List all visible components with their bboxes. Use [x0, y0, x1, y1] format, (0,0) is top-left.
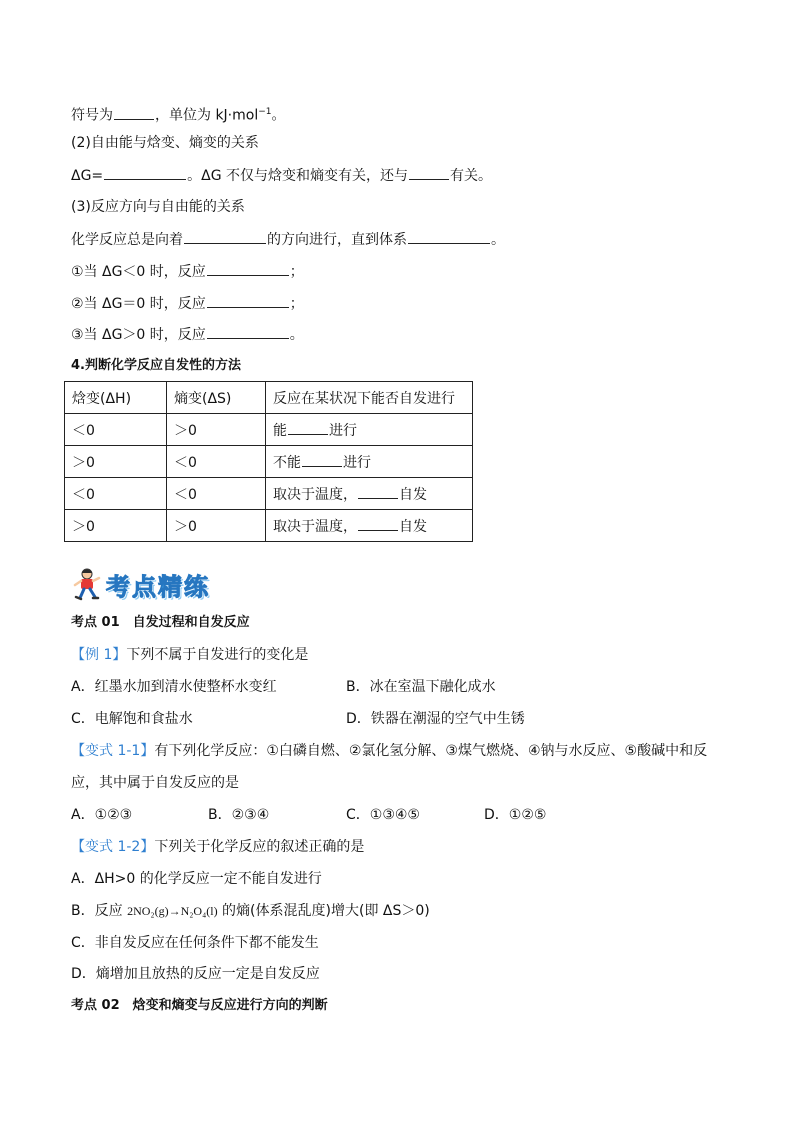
cell-result: [266, 510, 473, 542]
text: 的熵(体系混乱度)增大(即 ΔS＞0): [217, 903, 430, 919]
text: 。ΔG 不仅与焓变和熵变有关，还与: [187, 168, 409, 184]
variant-tag: 【变式 1-2】: [71, 839, 155, 855]
option-a[interactable]: A．①②③: [71, 807, 133, 823]
fill-blank[interactable]: [409, 165, 449, 180]
unit-line: [71, 102, 286, 126]
cell-entropy: ＜0: [167, 446, 266, 478]
fill-blank[interactable]: [408, 229, 490, 244]
option-d[interactable]: D．熵增加且放热的反应一定是自发反应: [71, 966, 320, 982]
fill-blank[interactable]: [302, 452, 342, 467]
cell-result: [266, 414, 473, 446]
cell-enthalpy: ＞0: [65, 510, 167, 542]
fill-blank[interactable]: [104, 165, 186, 180]
cell-entropy: ＞0: [167, 414, 266, 446]
question-text: 下列不属于自发进行的变化是: [126, 647, 309, 663]
text: ΔG=: [71, 168, 104, 184]
option-b[interactable]: B．冰在室温下融化成水: [346, 679, 496, 695]
cell-enthalpy: ＜0: [65, 414, 167, 446]
condition-3: [71, 324, 304, 345]
table-row: [65, 414, 473, 446]
text: 。: [289, 327, 304, 343]
option-c[interactable]: C．非自发反应在任何条件下都不能发生: [71, 935, 319, 951]
fill-blank[interactable]: [358, 484, 398, 499]
text: 能: [273, 422, 287, 439]
condition-2: [71, 293, 304, 314]
option-b[interactable]: B．②③④: [208, 807, 270, 823]
text: 取决于温度，: [273, 486, 357, 503]
option-d[interactable]: D．铁器在潮湿的空气中生锈: [346, 711, 525, 727]
kaodian-02-title: 考点 02 焓变和熵变与反应进行方向的判断: [71, 998, 328, 1013]
text: ②当 ΔG＝0 时，反应: [71, 296, 206, 312]
table-row: [65, 510, 473, 542]
text: 化学反应总是向着: [71, 232, 183, 248]
fill-blank[interactable]: [207, 261, 289, 276]
fill-blank[interactable]: [288, 420, 328, 435]
fill-blank[interactable]: [207, 293, 289, 308]
option-c[interactable]: C．①③④⑤: [346, 807, 420, 823]
question-text: 下列关于化学反应的叙述正确的是: [154, 839, 365, 855]
text: ；: [289, 264, 304, 280]
superscript: −1: [258, 107, 272, 117]
cell-entropy: ＜0: [167, 478, 266, 510]
text: 。: [491, 232, 505, 248]
text: 自发: [399, 518, 427, 535]
text: ；: [289, 296, 304, 312]
text: 符号为: [71, 107, 113, 124]
example-tag: 【例 1】: [71, 647, 127, 663]
text: 的方向进行，直到体系: [267, 232, 407, 248]
text: 有关。: [450, 168, 493, 184]
fill-blank[interactable]: [207, 324, 289, 339]
text: B．反应: [71, 903, 128, 919]
cell-enthalpy: ＞0: [65, 446, 167, 478]
text: 取决于温度，: [273, 518, 357, 535]
header-entropy: 熵变(ΔS): [167, 382, 266, 414]
variant-tag: 【变式 1-1】: [71, 743, 155, 759]
cell-result: [266, 478, 473, 510]
runner-icon: [72, 567, 102, 601]
text: ③当 ΔG＞0 时，反应: [71, 327, 206, 343]
spontaneity-table: [64, 381, 473, 542]
text: 自发: [399, 486, 427, 503]
text: 。: [271, 107, 286, 124]
option-a[interactable]: A．红墨水加到清水使整杯水变红: [71, 679, 277, 695]
fill-blank[interactable]: [358, 516, 398, 531]
text: ①当 ΔG＜0 时，反应: [71, 264, 206, 280]
direction-line: [71, 229, 505, 250]
example-1-question: [71, 645, 308, 665]
text: 进行: [329, 422, 357, 439]
subheading-2: (2)自由能与焓变、熵变的关系: [71, 135, 259, 151]
cell-result: [266, 446, 473, 478]
reaction-equation: 2NO₂(g)→N₂O₄(l): [127, 904, 218, 918]
banner-title: 考点精练: [106, 572, 210, 601]
cell-enthalpy: ＜0: [65, 478, 167, 510]
fill-blank[interactable]: [184, 229, 266, 244]
cell-entropy: ＞0: [167, 510, 266, 542]
text: ，单位为 kJ·mol: [155, 107, 259, 124]
table-header-row: [65, 382, 473, 414]
text: 不能: [273, 454, 301, 471]
header-enthalpy: 焓变(ΔH): [65, 382, 167, 414]
section-4-title: 4.判断化学反应自发性的方法: [71, 358, 241, 373]
option-b[interactable]: [71, 901, 430, 921]
option-c[interactable]: C．电解饱和食盐水: [71, 711, 193, 727]
subheading-3: (3)反应方向与自由能的关系: [71, 199, 245, 215]
header-result: 反应在某状况下能否自发进行: [266, 382, 473, 414]
table-row: [65, 446, 473, 478]
option-d[interactable]: D．①②⑤: [484, 807, 547, 823]
table-row: [65, 478, 473, 510]
variant-1-1-question: [71, 741, 707, 761]
question-text: 有下列化学反应：①白磷自燃、②氯化氢分解、③煤气燃烧、④钠与水反应、⑤酸碱中和反: [154, 743, 708, 759]
fill-blank[interactable]: [114, 105, 154, 120]
kaodian-01-title: 考点 01 自发过程和自发反应: [71, 615, 250, 630]
variant-1-1-question-cont: 应，其中属于自发反应的是: [71, 775, 239, 791]
gibbs-line: [71, 165, 492, 186]
condition-1: [71, 261, 304, 282]
variant-1-2-question: [71, 837, 364, 857]
text: 进行: [343, 454, 371, 471]
section-banner: [72, 564, 210, 604]
option-a[interactable]: A．ΔH>0 的化学反应一定不能自发进行: [71, 871, 322, 887]
